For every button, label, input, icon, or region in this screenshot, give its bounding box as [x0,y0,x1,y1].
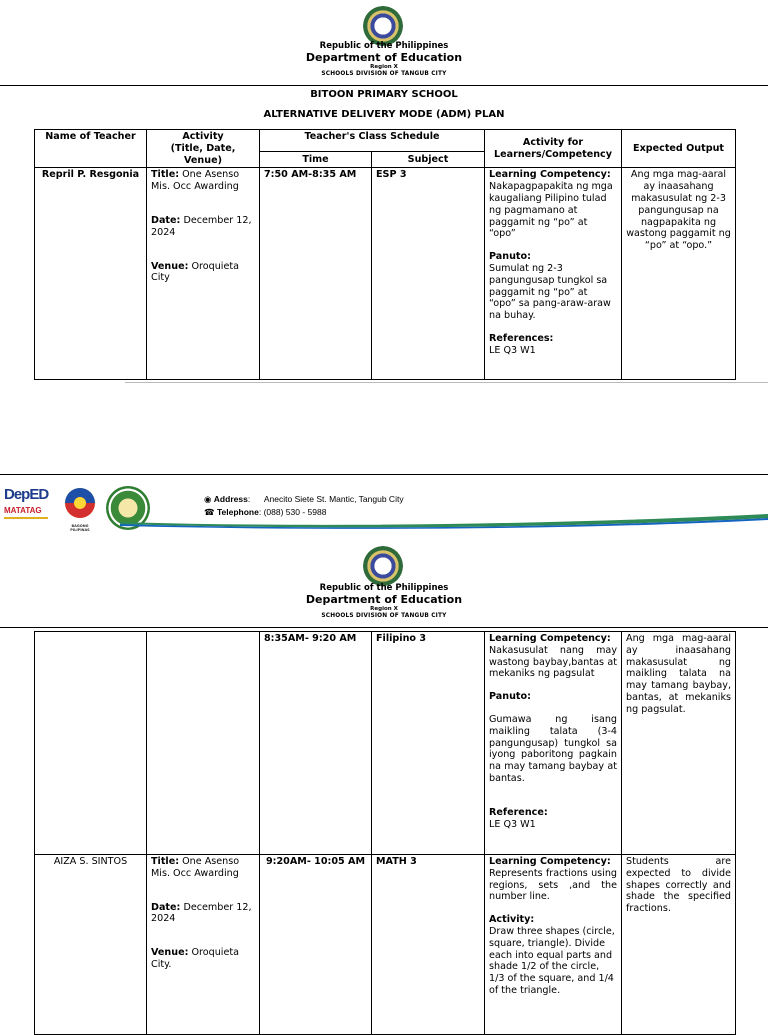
footer-telephone: ☎ Telephone: (088) 530 - 5988 [204,507,327,517]
header-divider [0,85,768,86]
expected-output-cell-filipino: Ang mga mag-aaral ay inaasahang makasusulat ng maikling talata na may tamang baybay, bantas, at mekaniks ng pagsulat. [622,632,736,855]
header-activity-for-learners: Activity for Learners/Competency [485,130,622,168]
page1-bottom-line [125,382,768,383]
competency-cell: Learning Competency: Nakapagpapakita ng mga kaugaliang Pilipino tulad ng pagmamano at paggamit ng “po” at “opo” Panuto: Sumulat ng 2-3 pangungusap tungkol sa paggamit ng “po” at “opo” sa pang-araw-araw na buhay. References: LE Q3 W1 [485,168,622,380]
deped-seal-page2 [363,546,403,586]
division-text: SCHOOLS DIVISION OF TANGUB CITY [321,71,447,77]
republic-text-page2: Republic of the Philippines [319,583,449,593]
competency-cell-filipino: Learning Competency: Nakasusulat nang may wastong baybay,bantas at mekaniks ng pagsulat Panuto: Gumawa ng isang maikling talata (3-4 pangungusap) tungkol sa iyong paboritong pagkain na may tamang baybay at bantas. Reference: LE Q3 W1 [485,632,622,855]
time-cell-filipino: 8:35AM- 9:20 AM [260,632,372,855]
header-expected-output: Expected Output [622,130,736,168]
adm-plan-table-page1 [34,129,736,380]
school-name: BITOON PRIMARY SCHOOL [310,89,458,100]
republic-text: Republic of the Philippines [319,41,449,51]
header-name-of-teacher: Name of Teacher [35,130,147,168]
deped-matatag-logo [4,486,52,526]
activity-cell-empty [147,632,260,855]
bagong-pilipinas-logo: BAGONG PILIPINAS [62,486,98,522]
activity-cell-sintos: Title: One Asenso Mis. Occ Awarding Date: December 12, 2024 Venue: Oroquieta City. [147,855,260,1035]
header-subject: Subject [372,152,485,168]
subject-cell: ESP 3 [372,168,485,380]
region-text: Region X [370,64,398,70]
expected-output-cell-math: Students are expected to divide shapes correctly and shade the specified fractions. [622,855,736,1035]
division-text-page2: SCHOOLS DIVISION OF TANGUB CITY [321,613,447,619]
competency-cell-math: Learning Competency: Represents fractions using regions, sets ,and the number line. Activity: Draw three shapes (circle, square, triangle). Divide each into equal parts and shade 1/2 of the circle, 1/3 of the square, and 1/4 of the triangle. [485,855,622,1035]
department-text: Department of Education [305,51,463,64]
teacher-cell-empty [35,632,147,855]
time-cell: 7:50 AM-8:35 AM [260,168,372,380]
header-activity: Activity (Title, Date, Venue) [147,130,260,168]
plan-title: ALTERNATIVE DELIVERY MODE (ADM) PLAN [263,109,505,120]
header-divider-page2 [0,627,768,628]
header-class-schedule: Teacher's Class Schedule [260,130,485,152]
footer-top-line [0,474,768,475]
department-text-page2: Department of Education [305,593,463,606]
footer-address: ◉ Address: Anecito Siete St. Mantic, Tangub City [204,494,404,504]
header-time: Time [260,152,372,168]
subject-cell-filipino: Filipino 3 [372,632,485,855]
phone-icon: ☎ [204,507,215,517]
subject-cell-math: MATH 3 [372,855,485,1035]
activity-cell: Title: One Asenso Mis. Occ Awarding Date: December 12, 2024 Venue: Oroquieta City [147,168,260,380]
deped-seal [363,6,403,46]
expected-output-cell: Ang mga mag-aaral ay inaasahang makasusulat ng 2-3 pangungusap na nagpapakita ng wastong paggamit ng “po” at “opo.” [622,168,736,380]
time-cell-math: 9:20AM- 10:05 AM [260,855,372,1035]
teacher-cell: Repril P. Resgonia [35,168,147,380]
region-text-page2: Region X [370,606,398,612]
deped-logo-text: DepED [4,486,49,503]
location-icon: ◉ [204,494,212,504]
adm-plan-table-page2 [34,631,736,1035]
teacher-cell-sintos: AIZA S. SINTOS [35,855,147,1035]
matatag-logo-text: MATATAG [4,506,42,515]
